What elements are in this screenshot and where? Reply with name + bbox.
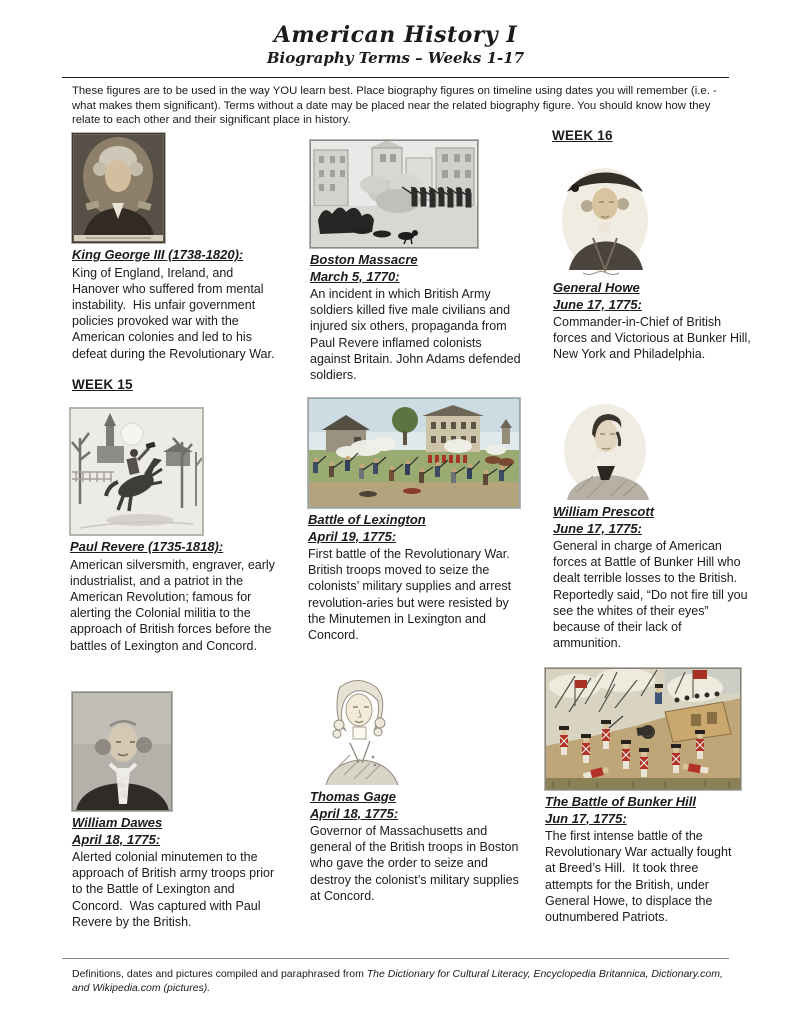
entry-paul-revere — [70, 408, 277, 654]
entry-date: April 18, 1775: — [310, 805, 399, 821]
intro-paragraph: These figures are to be used in the way YOU learn best. Place biography figures on timeline using dates you will remember (i.e. - what makes them significant). Terms without a date may be placed near the related biography figure. You should know how they relate to each other and their significant place in history. — [72, 85, 717, 127]
entry-body: Alerted colonial minutemen to the approach of British army troops prior to the Battle of Lexington and Concord. Was captured with Paul Revere by the British. — [72, 850, 278, 929]
entry-body: Governor of Massachusetts and general of the British troops in Boston who gave the order to seize and destroy the colonist’s military supplies at Concord. — [310, 824, 523, 903]
page-header — [0, 22, 791, 67]
paul-revere-ride-image — [70, 408, 203, 535]
entry-date: April 18, 1775: — [72, 831, 161, 847]
entry-body: American silversmith, engraver, early industrialist, and a patriot in the American Revolution; famous for alerting the Colonial militia to the approach of British forces before the battles of Lexington and Concord. — [70, 557, 279, 653]
footer-note — [72, 968, 740, 996]
entry-heading: King George III (1738-1820): — [72, 247, 244, 262]
battle-of-bunker-hill-image — [545, 668, 741, 790]
entry-heading: Thomas Gage — [310, 789, 396, 804]
entry-body: King of England, Ireland, and Hanover who suffered from mental instability. His unfair government policies provoked war with the American colonies and led to his defeat during the Revolutionary War. — [72, 265, 275, 361]
entry-william-dawes — [72, 692, 277, 930]
header-divider — [62, 77, 729, 78]
william-dawes-portrait-image — [72, 692, 172, 811]
entry-bunker-hill — [545, 668, 745, 925]
entry-body: General in charge of American forces at Battle of Bunker Hill who dealt terrible losses to the British. Reportedly said, “Do not fire till you see the whites of their eyes” because of their lack of ammunition. — [553, 539, 752, 651]
entry-heading: Paul Revere (1735-1818): — [70, 539, 224, 554]
entry-date: Jun 17, 1775: — [545, 810, 627, 826]
footer-sources: The Dictionary for Cultural Literacy, Encyclopedia Britannica, Dictionary.com, and Wikipedia.com (pictures). — [72, 968, 723, 994]
william-prescott-portrait-image — [553, 388, 660, 500]
entry-body: The first intense battle of the Revolutionary War actually fought at Breed’s Hill. It took three attempts for the British, under General Howe, to displace the outnumbered Patriots. — [545, 829, 735, 925]
entry-thomas-gage — [310, 665, 525, 904]
boston-massacre-image — [310, 140, 478, 248]
week-15-label: WEEK 15 — [72, 377, 133, 392]
entry-date: March 5, 1770: — [310, 268, 400, 284]
battle-of-lexington-image — [308, 398, 520, 508]
entry-boston-massacre — [310, 140, 525, 383]
entry-body: First battle of the Revolutionary War. British troops moved to seize the colonists’ military supplies and arrest revolution-aries but were resisted by the Minutemen in Lexington and Concord. — [308, 547, 517, 643]
page-subtitle: Biography Terms – Weeks 1-17 — [266, 49, 525, 67]
footer-divider — [62, 958, 729, 959]
entry-body: An incident in which British Army soldiers killed five male civilians and injured six others, propaganda from Paul Revere inflamed colonists against Britain. John Adams defended soldiers. — [310, 287, 525, 383]
footer-text: Definitions, dates and pictures compiled and paraphrased from — [72, 968, 367, 980]
entry-william-prescott — [553, 388, 753, 651]
thomas-gage-portrait-image — [310, 665, 410, 785]
entry-heading: Battle of Lexington — [308, 512, 426, 527]
page-title: American History I — [273, 22, 518, 48]
entry-heading: Boston Massacre — [310, 252, 418, 267]
king-george-portrait-image — [72, 133, 165, 243]
entry-body: Commander-in-Chief of British forces and Victorious at Bunker Hill, New York and Philadelphia. — [553, 315, 755, 362]
general-howe-portrait-image — [553, 158, 658, 276]
entry-general-howe — [553, 158, 753, 363]
entry-king-george — [72, 133, 277, 362]
entry-heading: The Battle of Bunker Hill — [545, 794, 696, 809]
entry-heading: William Dawes — [72, 815, 163, 830]
entry-date: April 19, 1775: — [308, 528, 397, 544]
entry-heading: William Prescott — [553, 504, 655, 519]
entry-battle-of-lexington — [308, 398, 525, 643]
entry-date: June 17, 1775: — [553, 296, 642, 312]
week-16-label: WEEK 16 — [552, 128, 613, 143]
entry-heading: General Howe — [553, 280, 640, 295]
entry-date: June 17, 1775: — [553, 520, 642, 536]
